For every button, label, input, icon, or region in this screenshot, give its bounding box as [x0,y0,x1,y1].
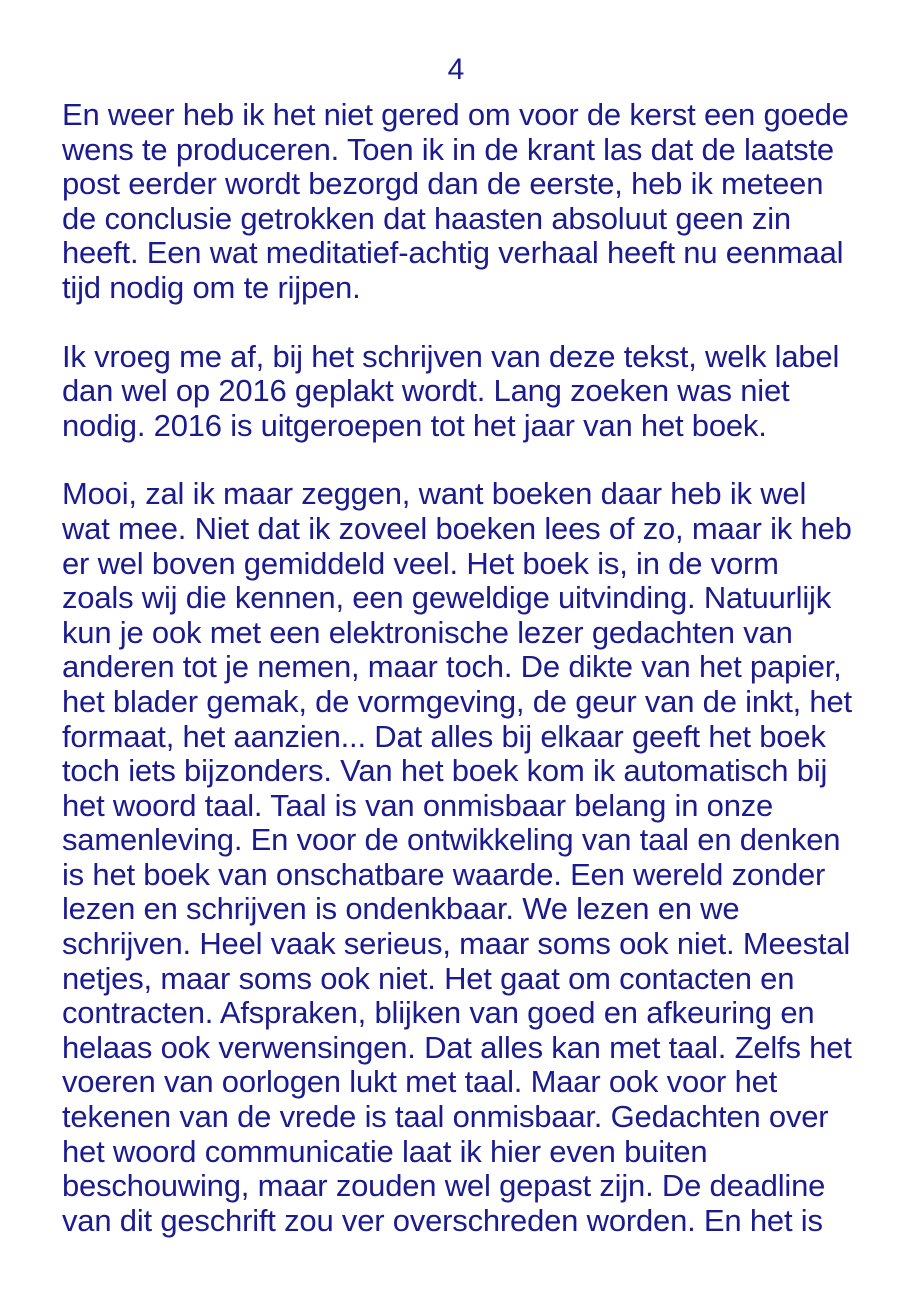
document-body [62,98,850,1238]
text-line: Mooi, zal ik maar zeggen, want boeken daar heb ik wel [62,476,807,512]
page-number: 4 [447,53,465,86]
text-line: wens te produceren. Toen ik in de krant las dat de laatste [62,131,834,167]
text-line: het woord taal. Taal is van onmisbaar belang in onze [62,787,774,823]
text-line: nodig. 2016 is uitgeroepen tot het jaar van het boek. [62,407,767,443]
text-line: helaas ook verwensingen. Dat alles kan met taal. Zelfs het [62,1029,852,1065]
text-line: het blader gemak, de vormgeving, de geur van de inkt, het [62,683,852,719]
text-line: post eerder wordt bezorgd dan de eerste, heb ik meteen [62,166,824,202]
text-line: voeren van oorlogen lukt met taal. Maar ook voor het [62,1064,778,1100]
text-line: is het boek van onschatbare waarde. Een wereld zonder [62,856,826,892]
text-line: tijd nodig om te rijpen. [62,269,361,305]
text-line: zoals wij die kennen, een geweldige uitvinding. Natuurlijk [62,580,832,616]
text-line: beschouwing, maar zouden wel gepast zijn. De deadline [62,1168,826,1204]
text-line: heeft. Een wat meditatief-achtig verhaal heeft nu eenmaal [62,235,844,271]
text-line: netjes, maar soms ook niet. Het gaat om contacten en [62,960,795,996]
paragraph [62,340,850,444]
text-line: kun je ook met een elektronische lezer gedachten van [62,614,793,650]
text-line: er wel boven gemiddeld veel. Het boek is, in de vorm [62,545,779,581]
text-line: anderen tot je nemen, maar toch. De dikte van het papier, [62,649,842,685]
page-container [0,52,910,1238]
text-line: van dit geschrift zou ver overschreden worden. En het is [62,1202,823,1238]
paragraph [62,477,850,1238]
text-line: tekenen van de vrede is taal onmisbaar. Gedachten over [62,1099,829,1135]
paragraph [62,98,850,306]
text-line: dan wel op 2016 geplakt wordt. Lang zoeken was niet [62,373,790,409]
text-line: toch iets bijzonders. Van het boek kom ik automatisch bij [62,753,828,789]
text-line: En weer heb ik het niet gered om voor de kerst een goede [62,97,849,132]
text-line: wat mee. Niet dat ik zoveel boeken lees of zo, maar ik heb [62,510,852,546]
text-line: schrijven. Heel vaak serieus, maar soms ook niet. Meestal [62,926,851,962]
text-line: formaat, het aanzien... Dat alles bij elkaar geeft het boek [62,718,826,754]
text-line: Ik vroeg me af, bij het schrijven van deze tekst, welk label [62,338,840,374]
text-line: contracten. Afspraken, blijken van goed en afkeuring en [62,995,815,1031]
text-line: het woord communicatie laat ik hier even buiten [62,1133,708,1169]
text-line: lezen en schrijven is ondenkbaar. We lezen en we [62,891,740,927]
text-line: samenleving. En voor de ontwikkeling van taal en denken [62,822,841,858]
text-line: de conclusie getrokken dat haasten absoluut geen zin [62,200,791,236]
